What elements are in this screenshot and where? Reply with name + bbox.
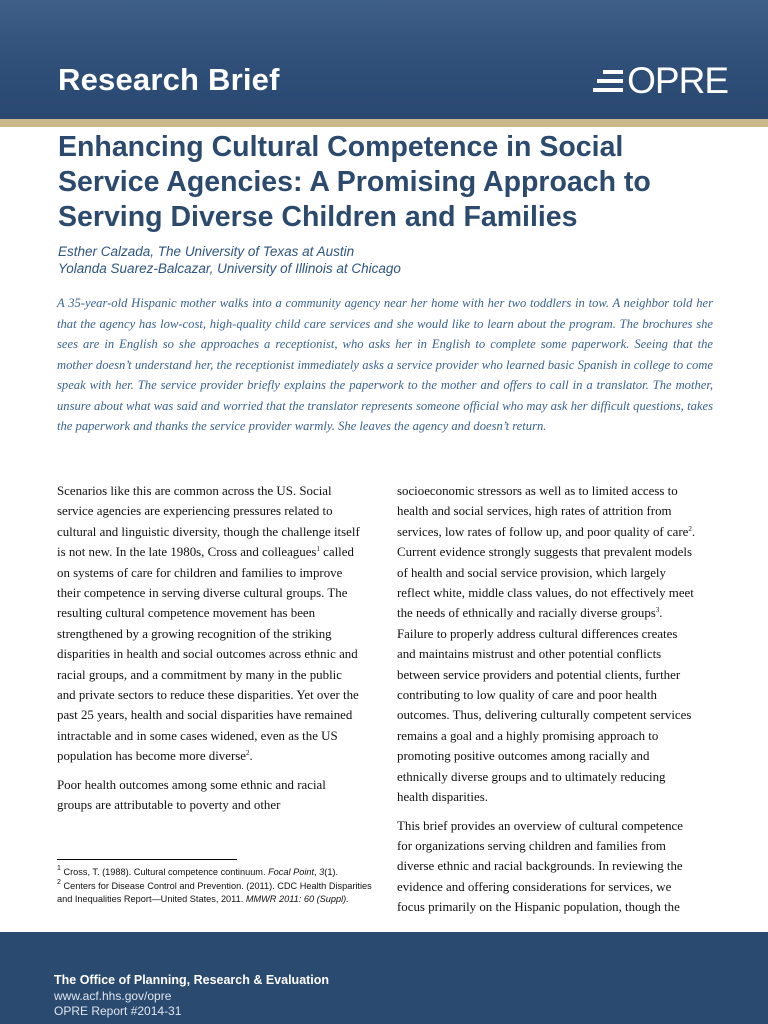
author-1: Esther Calzada, The University of Texas at Austin <box>58 244 355 259</box>
footer-banner <box>0 932 768 1024</box>
document-title <box>58 130 738 235</box>
footnote-ref-1: 1 <box>316 545 320 554</box>
header-title: Research Brief <box>58 62 280 97</box>
opre-logo <box>593 60 728 101</box>
body-paragraph-4: This brief provides an overview of cultural competence for organizations serving children and families from diverse ethnic and racial backgrounds. In reviewing the evidence and offering considerations for services, we focus primarily on the Hispanic population, though the <box>397 818 683 915</box>
intro-vignette: A 35-year-old Hispanic mother walks into a community agency near her home with her two toddlers in tow. A neighbor told her that the agency has low-cost, high-quality child care services and she would like to learn about the program. The brochures she sees are in English so she approaches a receptionist, who asks her in English to complete some paperwork. Seeing that the mother doesn’t understand her, the receptionist immediately asks a service provider who learned basic Spanish in college to come speak with her. The service provider briefly explains the paperwork to the mother and offers to call in a translator. The mother, unsure about what was said and worried that the translator represents someone official who may ask her difficult questions, takes the paperwork and thanks the service provider warmly. She leaves the agency and doesn’t return. <box>57 296 713 433</box>
footnote-divider <box>57 859 237 860</box>
author-list <box>58 243 738 277</box>
gold-divider <box>0 119 768 127</box>
title-line-2: Service Agencies: A Promising Approach to <box>58 166 651 198</box>
footnote-1: $^1$ Cross, T. (1988). Cultural competence continuum. Focal Point, 3(1). <box>57 865 339 877</box>
opre-logo-text: OPRE <box>627 60 728 101</box>
footnote-ref-2b: 2 <box>688 524 692 533</box>
body-column-left <box>57 481 363 824</box>
author-2: Yolanda Suarez-Balcazar, University of Illinois at Chicago <box>58 261 401 276</box>
footer-report-number: OPRE Report #2014-31 <box>54 1004 182 1018</box>
footnote-ref-2: 2 <box>246 749 250 758</box>
body-paragraph-1: Scenarios like this are common across the US. Social service agencies are experiencing pressures related to cultural and linguistic diversity, though the challenge itself is not new. In the late 1980s, Cross and colleagues$^1$ called on systems of care for children and families to improve their competence in serving diverse cultural groups. The resulting cultural competence movement has been strengthened by a growing recognition of the striking disparities in health and social outcomes across ethnic and racial groups, and a commitment by many in the public and private sectors to reduce these disparities. Yet over the past 25 years, health and social disparities have remained intractable and in some cases widened, even as the US population has become more diverse$^2$. <box>57 484 360 764</box>
opre-logo-mark-icon <box>593 70 623 92</box>
body-paragraph-2: Poor health outcomes among some ethnic and racial groups are attributable to poverty and other <box>57 777 326 813</box>
title-line-1: Enhancing Cultural Competence in Social <box>58 131 624 163</box>
body-paragraph-3: socioeconomic stressors as well as to limited access to health and social services, high rates of attrition from services, low rates of follow up, and poor quality of care$^2$. Current evidence strongly suggests that prevalent models of health and social service provision, which largely reflect white, middle class values, do not effectively meet the needs of ethnically and racially diverse groups$^3$. Failure to properly address cultural differences creates and maintains mistrust and other potential conflicts between service providers and potential clients, further contributing to low quality of care and poor health outcomes. Thus, delivering culturally competent services remains a goal and a highly promising approach to promoting positive outcomes among racially and ethnically diverse groups and to ultimately reducing health disparities. <box>397 484 696 805</box>
footnote-2: $^2$ Centers for Disease Control and Prevention. (2011). CDC Health Disparities and Inequalities Report—United States, 2011. MMWR 2011: 60 (Suppl). <box>57 878 372 904</box>
footer-org-name: The Office of Planning, Research & Evaluation <box>54 973 330 987</box>
title-line-3: Serving Diverse Children and Families <box>58 201 578 233</box>
footnotes <box>57 866 377 907</box>
header-banner <box>0 0 768 119</box>
footer-url[interactable]: www.acf.hhs.gov/opre <box>54 989 172 1003</box>
footnote-ref-3: 3 <box>655 606 660 615</box>
body-column-right <box>397 481 699 926</box>
